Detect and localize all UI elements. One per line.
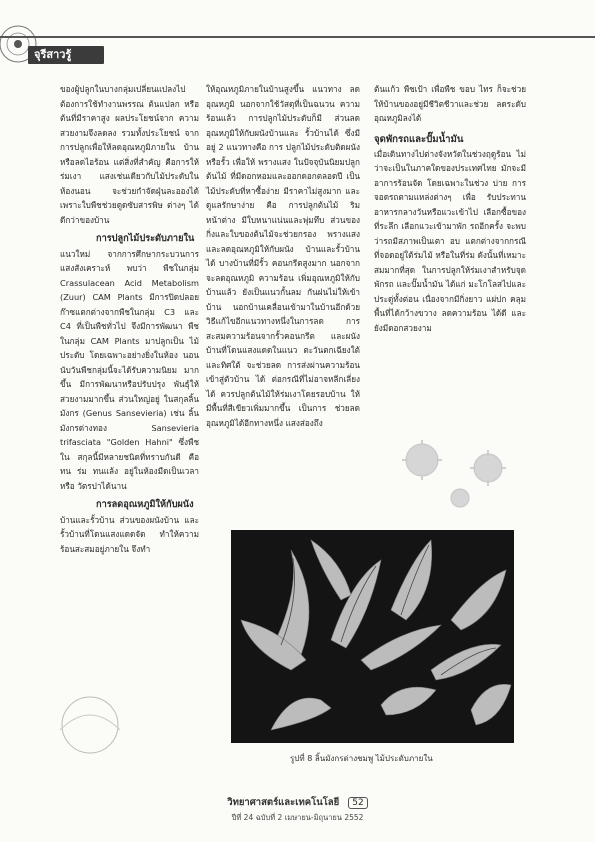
page-number: 52 <box>348 797 367 809</box>
paragraph: แนวใหม่ จากการศึกษากระบวนการ แสงสังเคราะห์ พบว่า พืชในกลุ่ม Crassulacean Acid Metabolism (Zuur) CAM Plants มีการปิดปลอย ก๊าซแตกต่างจากพืชในกลุ่ม C3 และ C4 ที่เป็นพืชทั่วไป จึงมีการพัฒนา พืชในกลุ่ม CAM Plants มาปลูกเป็น ไม้ประดับ โดยเฉพาะอย่างยิ่งในห้อง นอน นับวันพืชกลุ่มนี้จะได้รับความนิยม มากขึ้น มีการพัฒนาหรือปรับปรุง พันธุ์ให้สวยงามมากขึ้น ส่วนใหญ่อยู่ ในสกุลลิ้นมังกร (Genus Sansevieria) เช่น ลิ้นมังกรด่างทอง Sansevieria trifasciata "Golden Hahni" ซึ่งพืชใน สกุลนี้มีหลายชนิดที่ทราบกันดี คือ ทน ร่ม ทนแล้ง อยู่ในห้องมืดเป็นเวลา หรือ วัตรปาได้นาน <box>60 248 199 491</box>
paragraph: ต้นแก้ว พืชเป้า เพื่อพืช ขอบ ไทร ก็จะช่วยให้บ้านของอยู่มีชีวิตชีวาและช่วย ลดระดับอุณหภูมิลงได้ <box>374 84 526 123</box>
text-column-3 <box>374 82 526 335</box>
plant-photo <box>231 530 514 743</box>
issue-info: ปีที่ 24 ฉบับที่ 2 เมษายน-มิถุนายน 2552 <box>231 813 364 822</box>
paragraph: ให้อุณหภูมิภายในบ้านสูงขึ้น แนวทาง ลดอุณหภูมิ นอกจากใช้วัสดุที่เป็นฉนวน ความร้อนแล้ว การปลูกไม้ประดับก็มี ส่วนลดอุณหภูมิให้กับผนังบ้านและ รั้วบ้านได้ ซึ่งมีอยู่ 2 แนวทางคือ การ ปลูกไม้ประดับติดผนังหรือรั้ว เพื่อให้ พรางแสง ในปัจจุบันนิยมปลูกต้นไม้ ที่มีดอกหอมและออกดอกตลอดปี เป็น ไม้ประดับที่หาซื้อง่าย มีราคาไม่สูงมาก และดูแลรักษาง่าย คือ การปลูกต้นไม้ ริมหน้าต่าง มีใบหนาแน่นและพุ่มทึบ ส่วนของกิ่งและใบของต้นไม้จะช่วยกรอง พรางแสงและลดอุณหภูมิให้กับผนัง บ้านและรั้วบ้านได้ บางบ้านที่มีรั้ว คอนกรีตสูงมาก นอกจากจะลดอุณหภูมิ ความร้อน เพิ่มอุณหภูมิให้กับบ้านแล้ว ยังเป็นแนวกั้นลม กันฝนไม่ให้เข้าบ้าน นอกบ้านเคลื่อนเข้ามาในบ้านอีกด้วย วิธีแก้ไขอีกแนวทางหนึ่งในการลด การสะสมความร้อนจากรั้วคอนกรีต และผนังบ้านที่โดนแสงแดดในแนว ตะวันตกเฉียงใต้และทิศใต้ จะช่วยลด การส่งผ่านความร้อนเข้าสู่ตัวบ้าน ได้ ต่อกรณีที่ไม่อาจหลีกเลี่ยงได้ ควรปลูกต้นไม้ให้ร่มเงาโดยรอบบ้าน ให้มีพื้นที่สีเขียวเพิ่มมากขึ้น เป็นการ ช่วยลดอุณหภูมิได้อีกทางหนึ่ง แสงส่องถึง <box>206 84 360 428</box>
sansevieria-plant-image <box>231 530 514 743</box>
section-heading: การลดอุณหภูมิให้กับผนัง <box>96 499 194 510</box>
header-rule <box>0 36 595 38</box>
decorative-germ-icon <box>400 438 520 518</box>
journal-name: วิทยาศาสตร์และเทคโนโลยี <box>227 797 340 808</box>
page-footer <box>0 790 595 824</box>
paragraph: บ้านและรั้วบ้าน ส่วนของผนังบ้าน และรั้วบ้านที่โดนแสงแดดจัด ทำให้ความร้อนสะสมอยู่ภายใน จึงทำ <box>60 514 199 554</box>
figure-caption: รูปที่ 8 ลิ้นมังกรด่างชมพู ไม้ประดับภายใน <box>290 754 433 763</box>
paragraph: เมื่อเดินทางไปต่างจังหวัดในช่วงฤดูร้อน ไม่ว่าจะเป็นในภาคใดของประเทศไทย มักจะมีอาการร้อนจัด โดยเฉพาะในช่วง บ่าย การจอดรถตามแหล่งต่างๆ เพื่อ รับประทานอาหารกลางวันหรือแวะเข้าไป เลือกซื้อของที่ระลึก เลือกแวะเข้ามาพัก รถอีกครั้ง จะพบว่ารถมีสภาพเป็นเตา อบ แตกต่างจากกรณีที่จอดอยู่ใต้ร่มไม้ หรือในที่ร่ม ดังนั้นที่เหมาะสมมากที่สุด ในการปลูกให้ร่มเงาสำหรับจุดพักรถ และปั๊มน้ำมัน ได้แก่ มะโกโลสไปและ ประดู่ทั้งต่อน เนื่องจากมีกิ่งยาว แผ่ปก คลุมพื้นที่ได้กว้างขวาง ลดความร้อน ได้ดี และยังมีดอกสวยงาม <box>374 148 526 333</box>
text-column-2 <box>206 82 360 430</box>
section-heading: การปลูกไม้ประดับภายใน <box>96 233 195 244</box>
decorative-swirl-icon <box>40 690 140 760</box>
text-column-1 <box>60 82 199 556</box>
section-heading: จุดพักรถและปั๊มน้ำมัน <box>374 133 464 145</box>
section-title: จุรีสาวรู้ <box>28 46 104 64</box>
paragraph: ของผู้ปลูกในบางกลุ่มเปลี่ยนแปลงไป ต้องการใช้ทำงานพรรณ ต้นแปลก หรือต้นที่มีราคาสูง ผลประโยชน์จาก ความสวยงามจึงลดลง รวมทั้งประโยชน์ จากการปลูกเพื่อให้ลดอุณหภูมิภายใน บ้านหรือลดไอร้อน แต่สิ่งที่สำคัญ คือการให้ร่มเงา แสงเช่นเดียวกับไม้ประดับใน ห้องนอน จะช่วยกำจัดฝุ่นละอองได้ เพราะใบพืชช่วยดูดซับสารพิษ ต่างๆ ได้ดีกว่าของบ้าน <box>60 84 199 225</box>
page-header <box>0 22 595 78</box>
